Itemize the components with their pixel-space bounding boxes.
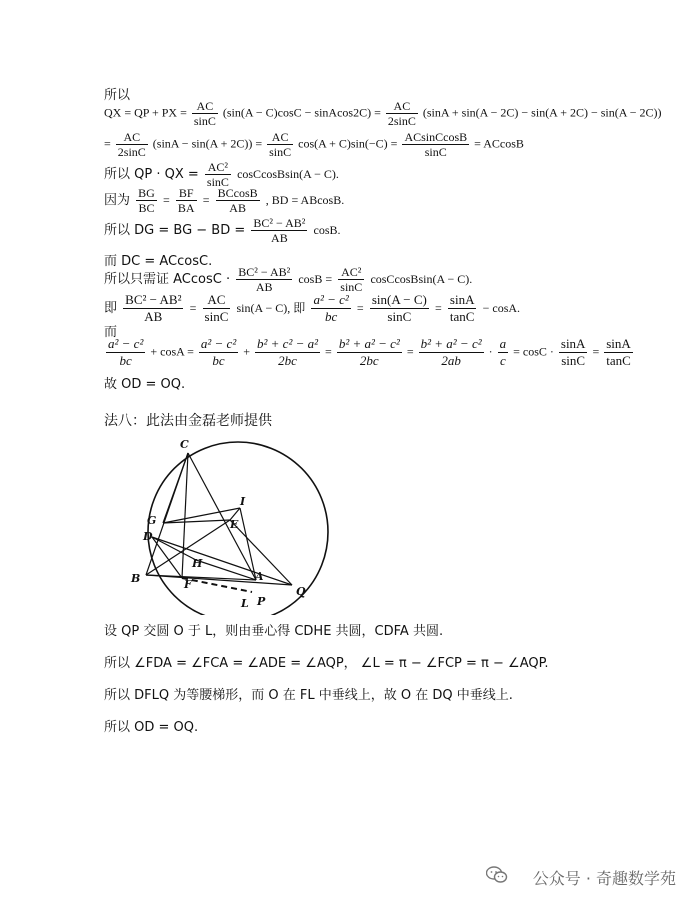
label-b: B: [131, 572, 141, 585]
equation-qx-cont: = $\frac{AC}{2\sin C}$ (sinA − sin(A + 2C)) = $\frac{AC}{\sin C}$ cos(A + C)sin(−C) = $\frac{\text{ACsinCcosB}}{\sin C}$ = ACcosB: [104, 130, 524, 159]
paragraph-1: 设 QP 交圆 O 于 L，则由垂心得 CDHE 共圆，CDFA 共圆.: [104, 624, 444, 639]
equation-qx: QX = QP + PX = $\frac{AC}{\sin C}$ (sin(A − C)cosC − sinAcos2C) = $\frac{AC}{2\sin C}$ (sinA + sin(A − 2C) − sin(A + 2C) − sin(A − 2C)): [104, 99, 662, 128]
method-heading: 法八：此法由金磊老师提供: [104, 413, 272, 429]
label-a: A: [255, 570, 264, 583]
paragraph-2: 所以 ∠FDA = ∠FCA = ∠ADE = ∠AQP， ∠L = π − ∠FCP = π − ∠AQP.: [104, 656, 549, 671]
paragraph-3: 所以 DFLQ 为等腰梯形，而 O 在 FL 中垂线上，故 O 在 DQ 中垂线上.: [104, 688, 513, 703]
segment-cf: [182, 453, 188, 578]
equation-final-chain: $\frac{\text{a² − c²}}{bc}$ + cosA = $\frac{\text{a² − c²}}{bc}$ + $\frac{\text{b² + c² − a²}}{2bc}$ = $\frac{\text{b² + a² − c²}}{2bc}$ = $\frac{\text{b² + a² − c²}}{2ab}$ · $\frac{a}{c}$ = cosC · $\frac{\sin A}{\sin C}$ = $\frac{\sin A}{\tan C}$: [108, 336, 631, 368]
geometry-figure: [120, 430, 350, 615]
segment-dq: [152, 537, 292, 585]
label-c: C: [180, 438, 189, 451]
label-g: G: [147, 514, 157, 527]
equation-dg: 所以 DG = BG − BD = $\frac{\text{BC² − AB²}}{AB}$ cosB.: [104, 216, 341, 245]
watermark-text: 公众号 · 奇趣数学苑: [532, 869, 676, 888]
wechat-icon: [486, 866, 508, 884]
label-l: L: [241, 597, 249, 610]
equation-qp-qx: 所以 QP · QX = $\frac{\text{AC²}}{\sin C}$ cosCcosBsin(A − C).: [104, 160, 339, 189]
label-p: P: [257, 595, 266, 608]
label-q: Q: [296, 585, 306, 598]
segment-cg: [163, 453, 188, 523]
text-line-er: 而: [104, 325, 118, 340]
text-line: 所以: [104, 88, 131, 103]
equation-because: 因为 $\frac{BG}{BC}$ = $\frac{BF}{BA}$ = $\frac{BCcosB}{AB}$ , BD = ABcosB.: [104, 186, 345, 215]
label-f: F: [184, 578, 192, 591]
label-d: D: [143, 530, 153, 543]
label-i: I: [240, 495, 246, 508]
equation-only-prove: 所以只需证 ACcosC · $\frac{\text{BC² − AB²}}{AB}$ cosB = $\frac{\text{AC²}}{\sin C}$ cosCcosBsin(A − C).: [104, 265, 473, 294]
segment-bq: [146, 575, 292, 585]
label-h: H: [192, 557, 203, 570]
label-e: E: [230, 518, 239, 531]
equation-ie: 即 $\frac{\text{BC² − AB²}}{AB}$ = $\frac{AC}{\sin C}$ sin(A − C), 即 $\frac{\text{a² − c²}}{bc}$ = $\frac{\sin(A - C)}{\sin C}$ = $\frac{\sin A}{\tan C}$ − cosA.: [104, 292, 521, 324]
paragraph-4: 所以 OD = OQ.: [104, 720, 199, 735]
text-line-dc: 而 DC = ACcosC.: [104, 254, 213, 269]
text-line-conclusion: 故 OD = OQ.: [104, 377, 186, 392]
